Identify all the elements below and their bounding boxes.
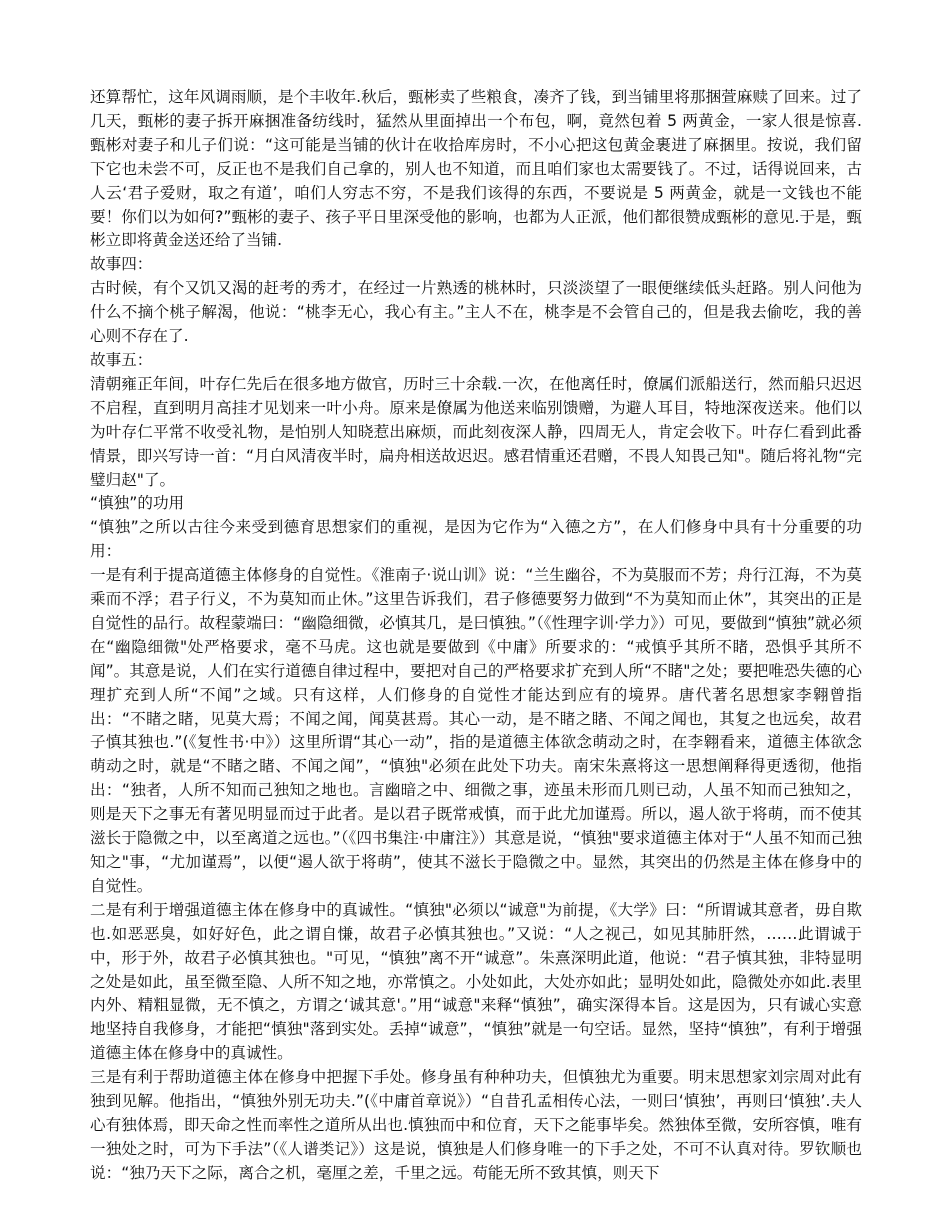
story-five-heading: 故事五： bbox=[90, 350, 153, 369]
story-five-paragraph: 清朝雍正年间，叶存仁先后在很多地方做官，历时三十余载.一次，在他离任时，僚属们派船送行，然而船只迟迟不启程，直到明月高挂才见划来一叶小舟。原来是僚属为他送来临别馈赠，为避人耳目，特地深夜送来。他们以为叶存仁平常不收受礼物，是怕别人知晓惹出麻烦，而此刻夜深人静，四周无人，肯定会收下。叶存仁看到此番情景，即兴写诗一首：“月白风清夜半时，扁舟相送故迟迟。感君情重还君赠，不畏人知畏己知"。随后将礼物“完璧归赵"了。 bbox=[90, 374, 862, 489]
story-three-ending-paragraph: 还算帮忙，这年风调雨顺，是个丰收年.秋后，甄彬卖了些粮食，凑齐了钱，到当铺里将那捆萱麻赎了回来。过了几天，甄彬的妻子拆开麻捆准备纺线时，猛然从里面掉出一个布包，啊，竟然包着 5 两黄金，一家人很是惊喜.甄彬对妻子和儿子们说：“这可能是当铺的伙计在收拾库房时，不小心把这包黄金裹进了麻捆里。按说，我们留下它也未尝不可，反正也不是我们自己拿的，别人也不知道，而且咱们家也太需要钱了。不过，话得说回来，古人云‘君子爱财，取之有道’，咱们人穷志不穷，不是我们该得的东西，不要说是 5 两黄金，就是一文钱也不能要！你们以为如何?”甄彬的妻子、孩子平日里深受他的影响，也都为人正派，他们都很赞成甄彬的意见.于是，甄彬立即将黄金送还给了当铺. bbox=[90, 88, 862, 250]
function-point-two-paragraph: 二是有利于增强道德主体在修身中的真诚性。“慎独"必须以“诚意"为前提，《大学》曰：“所谓诚其意者，毋自欺也.如恶恶臭，如好好色，此之谓自慊，故君子必慎其独也。”又说：“人之视己，如见其肺肝然，……此谓诚于中，形于外，故君子必慎其独也。"可见，“慎独”离不开“诚意”。朱熹深明此道，他说：“君子慎其独，非特显明之处是如此，虽至微至隐、人所不知之地，亦常慎之。小处如此，大处亦如此；显明处如此，隐微处亦如此.表里内外、精粗显微，无不慎之，方谓之‘诚其意'。”用“诚意"来释“慎独”，确实深得本旨。这是因为，只有诚心实意地坚持自我修身，才能把“慎独"落到实处。丢掉“诚意”，“慎独”就是一句空话。显然，坚持“慎独”，有利于增强道德主体在修身中的真诚性。 bbox=[90, 900, 862, 1063]
story-four-paragraph: 古时候，有个又饥又渴的赶考的秀才，在经过一片熟透的桃林时，只淡淡望了一眼便继续低头赶路。别人问他为什么不摘个桃子解渴，他说：“桃李无心，我心有主。”主人不在，桃李是不会管自己的，但是我去偷吃，我的善心则不存在了. bbox=[90, 279, 862, 346]
story-four-heading: 故事四： bbox=[90, 255, 153, 274]
function-point-three-paragraph: 三是有利于帮助道德主体在修身中把握下手处。修身虽有种种功夫，但慎独尤为重要。明末思想家刘宗周对此有独到见解。他指出，“慎独外别无功夫.”(《中庸首章说》）“自昔孔孟相传心法，一则曰‘慎独’，再则曰‘慎独’.夫人心有独体焉，即天命之性而率性之道所从出也.慎独而中和位育，天下之能事毕矣。然独体至微，安所容慎，唯有一独处之时，可为下手法”（《人谱类记》）这是说，慎独是人们修身唯一的下手之处，不可不认真对待。罗钦顺也说：“独乃天下之际，离合之机，毫厘之差，千里之远。苟能无所不致其慎，则天下 bbox=[90, 1068, 862, 1182]
section-heading-function: “慎独”的功用 bbox=[90, 494, 185, 513]
function-point-one-paragraph: 一是有利于提高道德主体修身的自觉性。《淮南子·说山训》说：“兰生幽谷，不为莫服而不芳；舟行江海，不为莫乘而不浮；君子行义，不为莫知而止休。”这里告诉我们，君子修德要努力做到“不为莫知而止休”，其突出的正是自觉性的品行。故程蒙端曰：“幽隐细微，必慎其几，是曰慎独。”（《性理字训·学力》）可见，要做到“慎独”就必须在“幽隐细微"处严格要求，毫不马虎。这也就是要做到《中庸》所要求的：“戒慎乎其所不睹，恐惧乎其所不闻”。其意是说，人们在实行道德自律过程中，要把对自己的严格要求扩充到人所“不睹"之处；要把唯恐失德的心理扩充到人所“不闻”之域。只有这样，人们修身的自觉性才能达到应有的境界。唐代著名思想家李翱曾指出：“不睹之睹，见莫大焉；不闻之闻，闻莫甚焉。其心一动，是不睹之睹、不闻之闻也，其复之也远矣，故君子慎其独也.”(《复性书·中》）这里所谓“其心一动”，指的是道德主体欲念萌动之时，在李翱看来，道德主体欲念萌动之时，就是“不睹之睹、不闻之闻”，“慎独"必须在此处下功夫。南宋朱熹将这一思想阐释得更透彻，他指出：“独者，人所不知而己独知之地也。言幽暗之中、细微之事，迹虽未形而几则已动，人虽不知而己独知之，则是天下之事无有著见明显而过于此者。是以君子既常戒慎，而于此尤加谨焉。所以，遏人欲于将萌，而不使其滋长于隐微之中，以至离道之远也。”（《四书集注·中庸注》）其意是说，“慎独"要求道德主体对于“人虽不知而己独知之"事，“尤加谨焉”，以便“遏人欲于将萌”，使其不滋长于隐微之中。显然，其突出的仍然是主体在修身中的自觉性。 bbox=[90, 566, 862, 895]
document-body bbox=[90, 86, 862, 1186]
function-intro-paragraph: “慎独”之所以古往今来受到德育思想家们的重视，是因为它作为“入德之方”，在人们修身中具有十分重要的功用： bbox=[90, 518, 862, 561]
